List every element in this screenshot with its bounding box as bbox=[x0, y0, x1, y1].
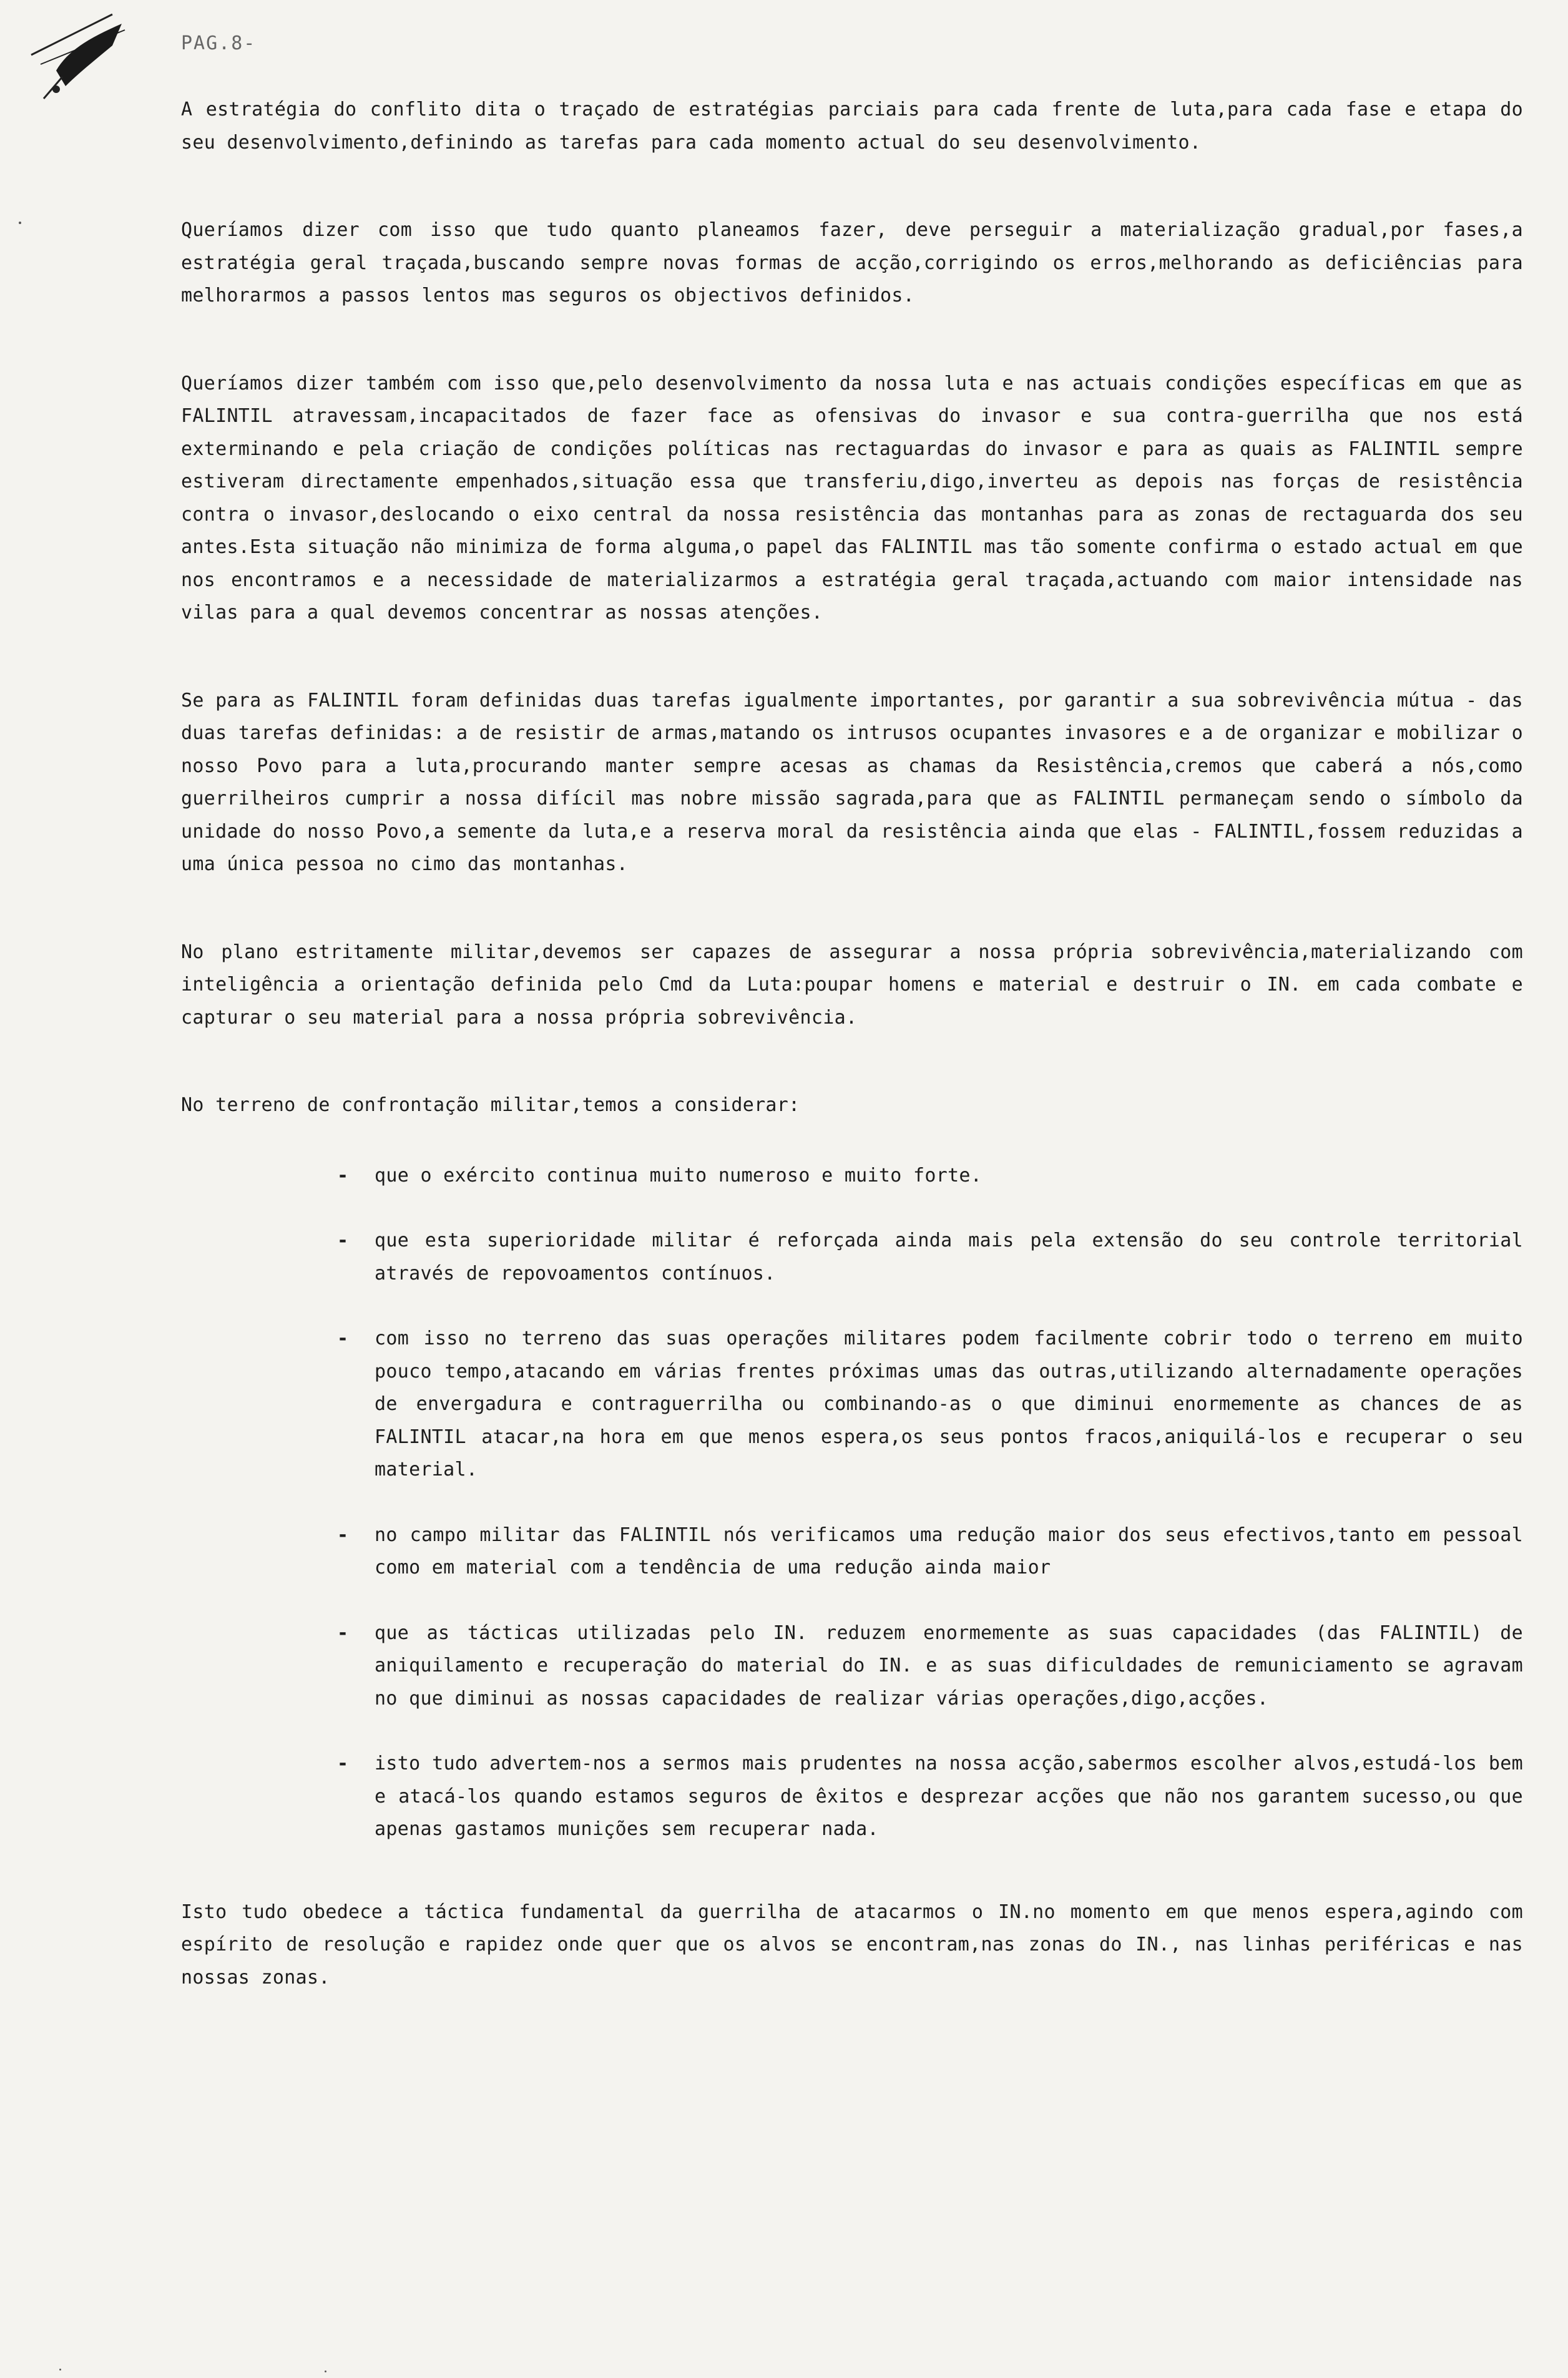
dash-marker: - bbox=[337, 1328, 349, 1349]
list-item bbox=[337, 1160, 1523, 1193]
considerations-list bbox=[181, 1160, 1523, 1846]
paragraph-closing: Isto tudo obedece a táctica fundamental da guerrilha de atacarmos o IN.no momento em que menos espera,agindo com espírito de resolução e rapidez onde quer que os alvos se encontram,nas zonas do IN., nas linhas periféricas e nas nossas zonas. bbox=[181, 1901, 1523, 1989]
dash-marker: - bbox=[337, 1164, 349, 1187]
list-item bbox=[337, 1748, 1523, 1846]
paragraph-conditions: Queríamos dizer também com isso que,pelo desenvolvimento da nossa luta e nas actuais condições específicas em que as FALINTIL atravessam,incapacitados de fazer face as ofensivas do invasor e sua contra-guerrilha que nos está exterminando e pela criação de condições políticas nas rectaguardas do invasor e para as quais as FALINTIL sempre estiveram directamente empenhados,situação essa que transferiu,digo,inverteu as depois nas forças de resistência contra o invasor,deslocando o eixo central da nossa resistência das montanhas para as zonas de rectaguarda dos seu antes.Esta situação não minimiza de forma alguma,o papel das FALINTIL mas tão somente confirma o estado actual em que nos encontramos e a necessidade de materializarmos a estratégia geral traçada,actuando com maior intensidade nas vilas para a qual devemos concentrar as nossas atenções. bbox=[181, 372, 1523, 624]
paragraph-meaning: Queríamos dizer com isso que tudo quanto planeamos fazer, deve perseguir a materialização gradual,por fases,a estratégia geral traçada,buscando sempre novas formas de acção,corrigindo os erros,melhorando as deficiências para melhorarmos a passos lentos mas seguros os objectivos definidos. bbox=[181, 219, 1523, 306]
list-item-text: com isso no terreno das suas operações militares podem facilmente cobrir todo o terreno em muito pouco tempo,atacando em várias frentes próximas umas das outras,utilizando alternadamente operações de envergadura e contraguerrilha ou combinando-as o que diminui enormemente as chances de as FALINTIL atacar,na hora em que menos espera,os seus pontos fracos,aniquilá-los e recuperar o seu material. bbox=[375, 1328, 1523, 1480]
paragraph-falintil-tasks: Se para as FALINTIL foram definidas duas tarefas igualmente importantes, por garantir a sua sobrevivência mútua - das duas tarefas definidas: a de resistir de armas,matando os intrusos ocupantes invasores e a de organizar e mobilizar o nosso Povo para a luta,procurando manter sempre acesas as chamas da Resistência,cremos que caberá a nós,como guerrilheiros cumprir a nossa difícil mas nobre missão sagrada,para que as FALINTIL permaneçam sendo o símbolo da unidade do nosso Povo,a semente da luta,e a reserva moral da resistência ainda que elas - FALINTIL,fossem reduzidas a uma única pessoa no cimo das montanhas. bbox=[181, 689, 1523, 875]
document-body bbox=[181, 94, 1523, 2049]
list-item bbox=[337, 1323, 1523, 1487]
list-item bbox=[337, 1617, 1523, 1716]
page-number: PAG.8- bbox=[181, 32, 257, 54]
scan-speck bbox=[19, 222, 21, 224]
paragraph-strategy: A estratégia do conflito dita o traçado de estratégias parciais para cada frente de luta,para cada fase e etapa do seu desenvolvimento,definindo as tarefas para cada momento actual do seu desenvolvimento. bbox=[181, 99, 1523, 154]
ink-blot-mark bbox=[19, 11, 137, 105]
dash-marker: - bbox=[337, 1524, 349, 1546]
dash-marker: - bbox=[337, 1753, 349, 1774]
list-item-text: que esta superioridade militar é reforçada ainda mais pela extensão do seu controle territorial através de repovoamentos contínuos. bbox=[375, 1230, 1523, 1284]
dash-marker: - bbox=[337, 1230, 349, 1251]
list-item bbox=[337, 1225, 1523, 1290]
list-item-text: que as tácticas utilizadas pelo IN. reduzem enormemente as suas capacidades (das FALINTIL) de aniquilamento e recuperação do material do IN. e as suas dificuldades de remuniciamento se agravam no que diminui as nossas capacidades de realizar várias operações,digo,acções. bbox=[375, 1622, 1523, 1710]
scan-speck bbox=[59, 2369, 61, 2371]
dash-marker: - bbox=[337, 1622, 349, 1644]
list-item-text: isto tudo advertem-nos a sermos mais prudentes na nossa acção,sabermos escolher alvos,estudá-los bem e atacá-los quando estamos seguros de êxitos e desprezar acções que não nos garantem sucesso,ou que apenas gastamos munições sem recuperar nada. bbox=[375, 1753, 1523, 1840]
scan-speck bbox=[325, 2371, 326, 2372]
paragraph-military-plan: No plano estritamente militar,devemos ser capazes de assegurar a nossa própria sobrevivência,materializando com inteligência a orientação definida pelo Cmd da Luta:poupar homens e material e destruir o IN. em cada combate e capturar o seu material para a nossa própria sobrevivência. bbox=[181, 941, 1523, 1029]
list-item-text: que o exército continua muito numeroso e muito forte. bbox=[375, 1164, 982, 1187]
paragraph-terrain-intro: No terreno de confrontação militar,temos a considerar: bbox=[181, 1094, 800, 1116]
list-item-text: no campo militar das FALINTIL nós verificamos uma redução maior dos seus efectivos,tanto em pessoal como em material com a tendência de uma redução ainda maior bbox=[375, 1524, 1523, 1578]
list-item bbox=[337, 1519, 1523, 1585]
